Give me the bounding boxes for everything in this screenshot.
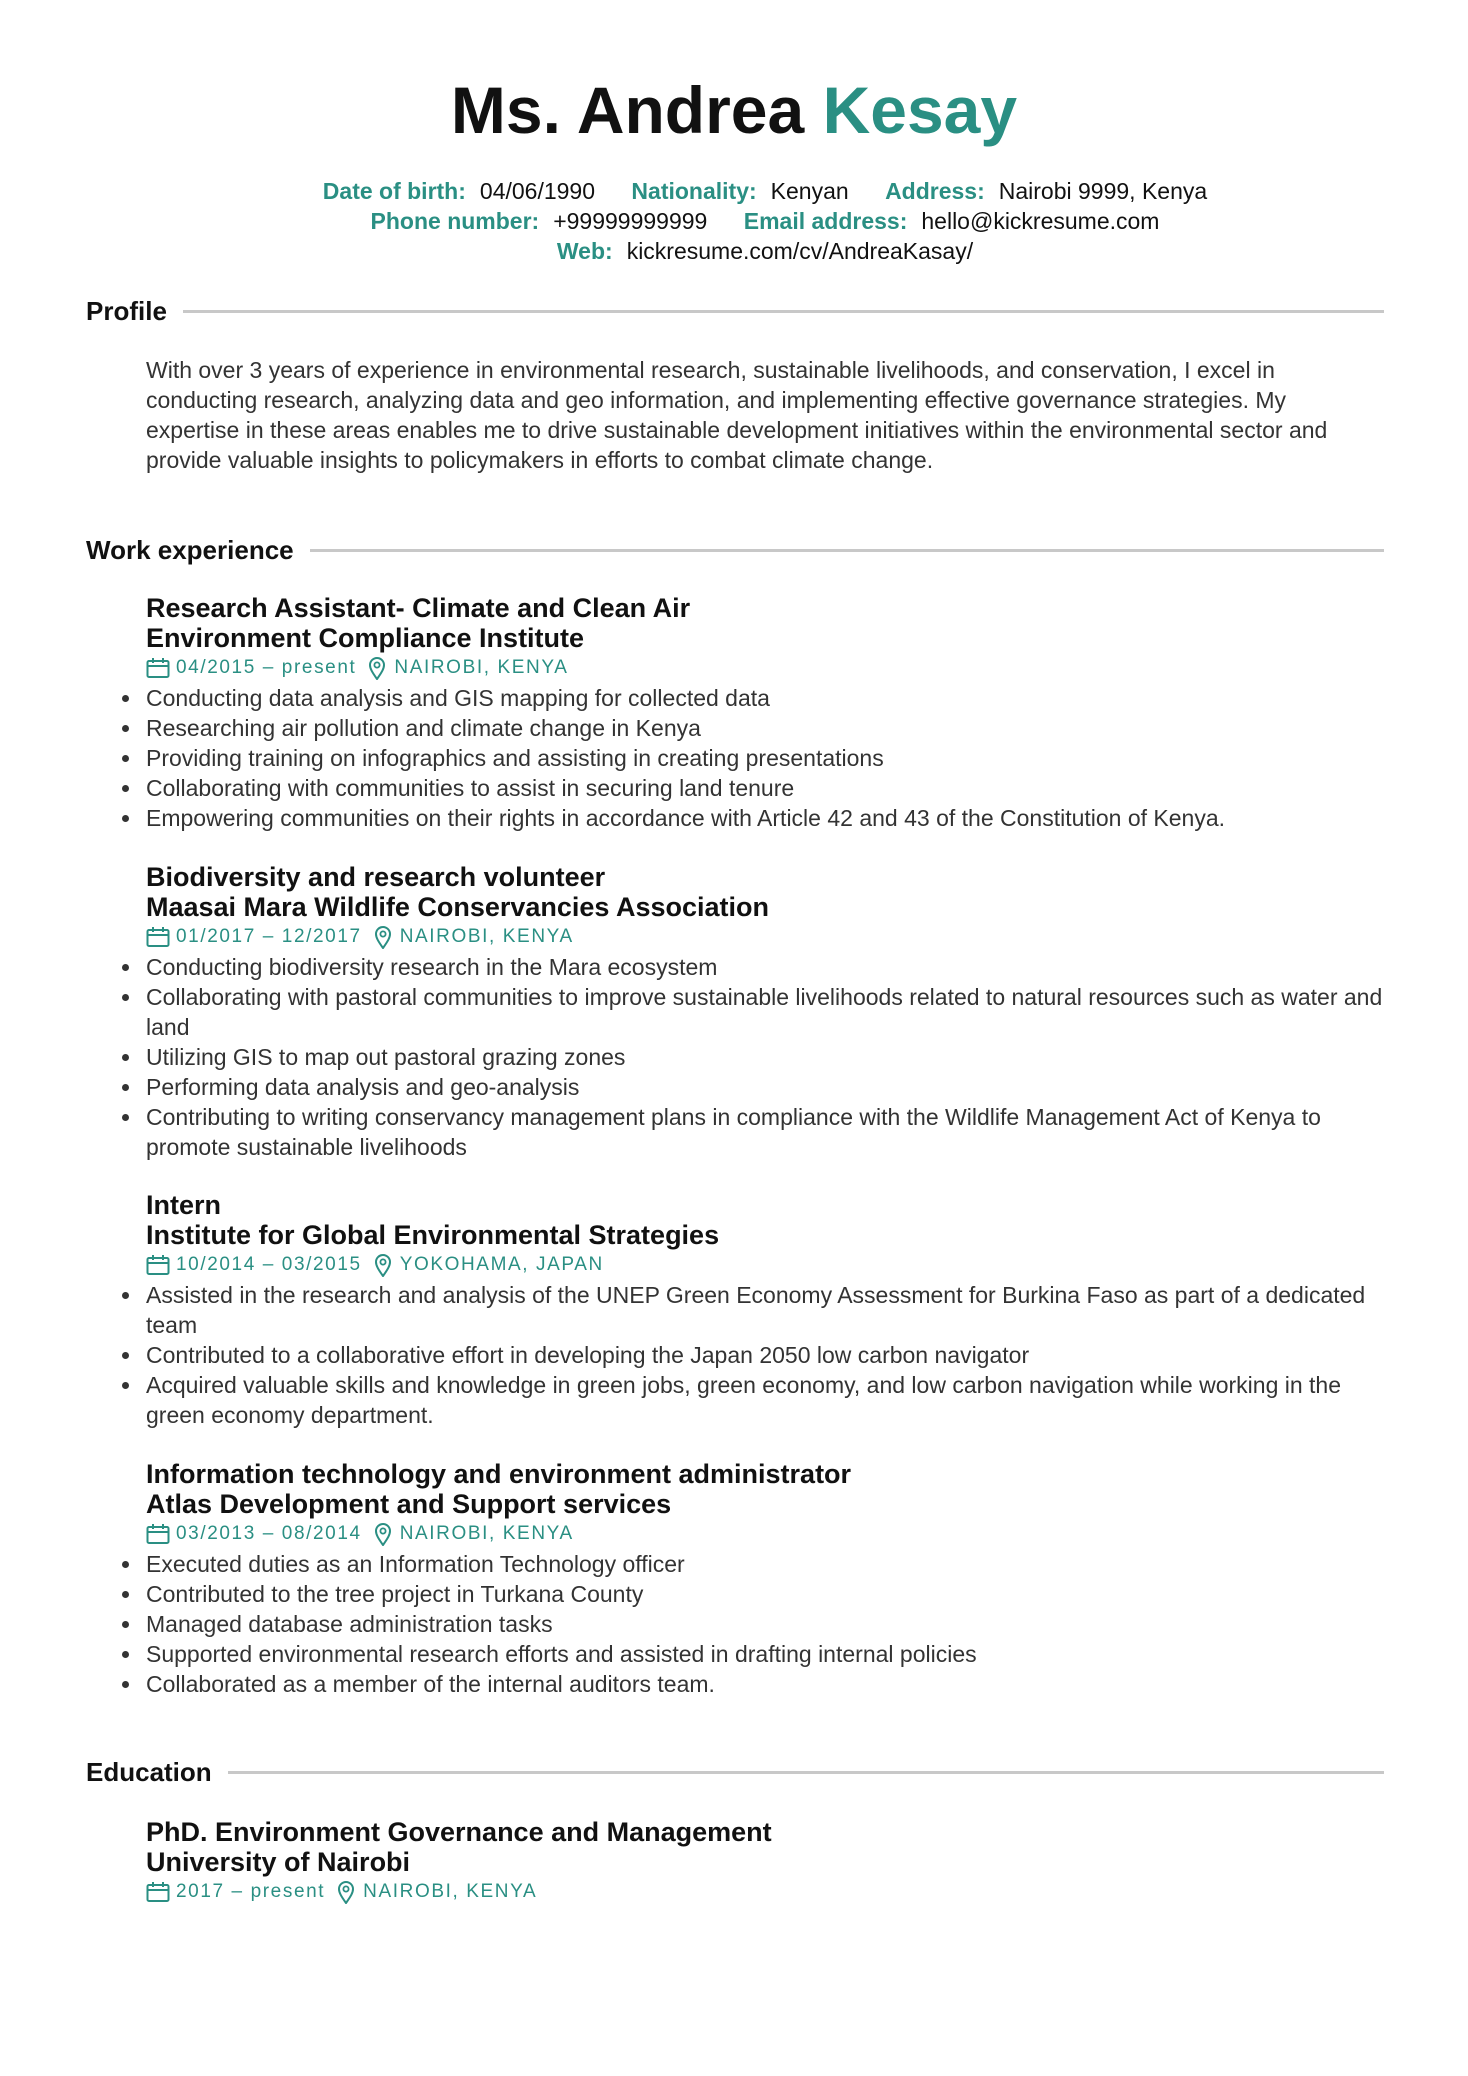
list-item: Collaborating with communities to assist in securing land tenure <box>146 773 1386 803</box>
education-section-header <box>86 1755 1384 1789</box>
dob-label: Date of birth: <box>322 178 466 204</box>
email-label: Email address: <box>743 208 908 234</box>
section-divider <box>310 549 1384 552</box>
list-item: Empowering communities on their rights in accordance with Article 42 and 43 of the Constitution of Kenya. <box>146 803 1386 833</box>
phone-value: +99999999999 <box>553 208 708 234</box>
last-name: Kesay <box>822 73 1018 147</box>
list-item: Executed duties as an Information Technology officer <box>146 1549 1386 1579</box>
dob-value: 04/06/1990 <box>479 178 596 204</box>
job-meta <box>146 1250 1386 1280</box>
list-item: Contributed to a collaborative effort in developing the Japan 2050 low carbon navigator <box>146 1340 1386 1370</box>
list-item: Managed database administration tasks <box>146 1609 1386 1639</box>
location-pin-icon <box>374 1522 392 1546</box>
job-role: Research Assistant- Climate and Clean Air <box>146 593 691 623</box>
job-meta <box>146 922 1386 952</box>
job-dates: 04/2015 – present <box>176 657 357 678</box>
education-dates: 2017 – present <box>176 1881 326 1902</box>
job-organization: Environment Compliance Institute <box>146 623 585 653</box>
job-dates: 03/2013 – 08/2014 <box>176 1523 362 1544</box>
list-item: Conducting data analysis and GIS mapping for collected data <box>146 683 1386 713</box>
phone-label: Phone number: <box>370 208 540 234</box>
profile-title: Profile <box>86 295 167 326</box>
list-item: Utilizing GIS to map out pastoral grazing zones <box>146 1042 1386 1072</box>
list-item: Collaborating with pastoral communities to improve sustainable livelihoods related to natural resources such as water and land <box>146 982 1386 1042</box>
education-entry <box>146 1817 1386 1907</box>
job-entry <box>146 593 1386 833</box>
job-entry <box>146 1190 1386 1430</box>
contact-row-3 <box>0 236 1468 266</box>
work-section-header <box>86 533 1384 567</box>
contact-block <box>0 176 1468 266</box>
list-item: Conducting biodiversity research in the Mara ecosystem <box>146 952 1386 982</box>
calendar-icon <box>146 657 170 679</box>
job-role: Intern <box>146 1190 222 1220</box>
list-item: Acquired valuable skills and knowledge in green jobs, green economy, and low carbon navigation while working in the green economy department. <box>146 1370 1386 1430</box>
education-school: University of Nairobi <box>146 1847 411 1877</box>
job-dates: 01/2017 – 12/2017 <box>176 926 362 947</box>
job-bullets <box>146 1549 1386 1699</box>
list-item: Supported environmental research efforts and assisted in drafting internal policies <box>146 1639 1386 1669</box>
education-meta <box>146 1877 1386 1907</box>
web-link[interactable]: kickresume.com/cv/AndreaKasay/ <box>626 238 974 264</box>
work-title: Work experience <box>86 534 294 565</box>
job-dates: 10/2014 – 03/2015 <box>176 1254 362 1275</box>
candidate-name <box>0 70 1468 150</box>
first-name: Ms. Andrea <box>450 73 805 147</box>
job-location: YOKOHAMA, JAPAN <box>399 1254 604 1275</box>
calendar-icon <box>146 1523 170 1545</box>
list-item: Researching air pollution and climate change in Kenya <box>146 713 1386 743</box>
list-item: Performing data analysis and geo-analysis <box>146 1072 1386 1102</box>
job-meta <box>146 653 1386 683</box>
list-item: Assisted in the research and analysis of the UNEP Green Economy Assessment for Burkina Faso as part of a dedicated team <box>146 1280 1386 1340</box>
job-organization: Institute for Global Environmental Strategies <box>146 1220 720 1250</box>
web-label: Web: <box>556 238 613 264</box>
location-pin-icon <box>368 656 386 680</box>
location-pin-icon <box>374 925 392 949</box>
section-divider <box>228 1771 1384 1774</box>
nationality-label: Nationality: <box>631 178 757 204</box>
contact-row-1 <box>0 176 1468 206</box>
address-label: Address: <box>885 178 985 204</box>
job-entry <box>146 1459 1386 1699</box>
job-bullets <box>146 1280 1386 1430</box>
calendar-icon <box>146 1254 170 1276</box>
job-bullets <box>146 683 1386 833</box>
job-bullets <box>146 952 1386 1162</box>
job-organization: Maasai Mara Wildlife Conservancies Association <box>146 892 769 922</box>
job-location: NAIROBI, KENYA <box>399 926 574 947</box>
education-location: NAIROBI, KENYA <box>363 1881 538 1902</box>
list-item: Collaborated as a member of the internal auditors team. <box>146 1669 1386 1699</box>
list-item: Contributing to writing conservancy management plans in compliance with the Wildlife Management Act of Kenya to promote sustainable livelihoods <box>146 1102 1386 1162</box>
list-item: Providing training on infographics and assisting in creating presentations <box>146 743 1386 773</box>
list-item: Contributed to the tree project in Turkana County <box>146 1579 1386 1609</box>
nationality-value: Kenyan <box>770 178 849 204</box>
education-degree: PhD. Environment Governance and Management <box>146 1817 772 1847</box>
section-divider <box>183 310 1384 313</box>
job-location: NAIROBI, KENYA <box>394 657 569 678</box>
calendar-icon <box>146 926 170 948</box>
location-pin-icon <box>337 1880 355 1904</box>
contact-row-2 <box>0 206 1468 236</box>
email-value[interactable]: hello@kickresume.com <box>921 208 1160 234</box>
profile-summary: With over 3 years of experience in environmental research, sustainable livelihoods, and conservation, I excel in conducting research, analyzing data and geo information, and implementing effective governance strategies. My expertise in these areas enables me to drive sustainable development initiatives within the environmental sector and provide valuable insights to policymakers in efforts to combat climate change. <box>146 357 1328 473</box>
job-location: NAIROBI, KENYA <box>399 1523 574 1544</box>
job-role: Information technology and environment administrator <box>146 1459 852 1489</box>
profile-section-header <box>86 294 1384 328</box>
address-value: Nairobi 9999, Kenya <box>998 178 1208 204</box>
calendar-icon <box>146 1881 170 1903</box>
education-title: Education <box>86 1756 212 1787</box>
job-role: Biodiversity and research volunteer <box>146 862 606 892</box>
job-entry <box>146 862 1386 1162</box>
location-pin-icon <box>374 1253 392 1277</box>
job-organization: Atlas Development and Support services <box>146 1489 672 1519</box>
job-meta <box>146 1519 1386 1549</box>
